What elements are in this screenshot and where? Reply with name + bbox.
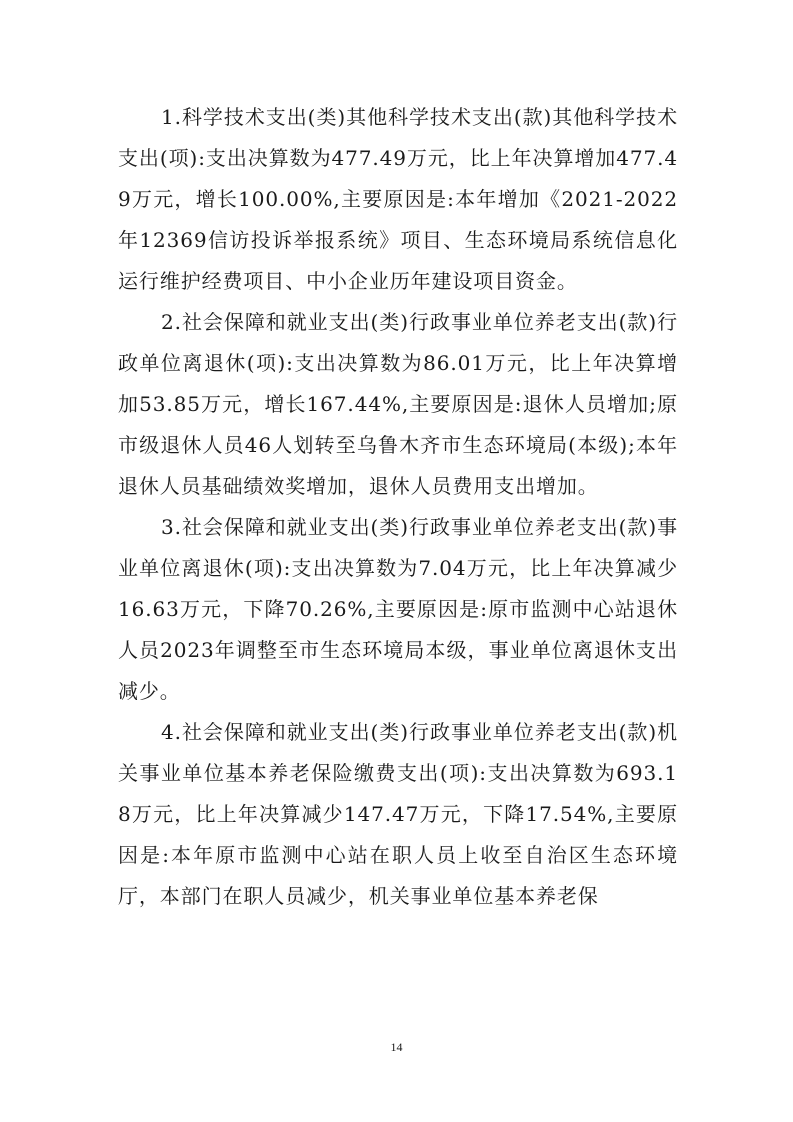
paragraph-1: 1.科学技术支出(类)其他科学技术支出(款)其他科学技术支出(项):支出决算数为477.49万元，比上年决算增加477.49万元，增长100.00%,主要原因是:本年增加《2021-2022年12369信访投诉举报系统》项目、生态环境局系统信息化运行维护经费项目、中小企业历年建设项目资金。 <box>118 105 678 293</box>
page-number: 14 <box>390 1040 403 1054</box>
paragraph-3: 3.社会保障和就业支出(类)行政事业单位养老支出(款)事业单位离退休(项):支出决算数为7.04万元，比上年决算减少16.63万元，下降70.26%,主要原因是:原市监测中心站退休人员2023年调整至市生态环境局本级，事业单位离退休支出减少。 <box>118 515 678 703</box>
paragraph-2: 2.社会保障和就业支出(类)行政事业单位养老支出(款)行政单位离退休(项):支出决算数为86.01万元，比上年决算增加53.85万元，增长167.44%,主要原因是:退休人员增加;原市级退休人员46人划转至乌鲁木齐市生态环境局(本级);本年退休人员基础绩效奖增加，退休人员费用支出增加。 <box>118 310 678 498</box>
document-body <box>118 97 678 917</box>
paragraph-4: 4.社会保障和就业支出(类)行政事业单位养老支出(款)机关事业单位基本养老保险缴费支出(项):支出决算数为693.18万元，比上年决算减少147.47万元，下降17.54%,主要原因是:本年原市监测中心站在职人员上收至自治区生态环境厅，本部门在职人员减少，机关事业单位基本养老保 <box>118 720 678 908</box>
